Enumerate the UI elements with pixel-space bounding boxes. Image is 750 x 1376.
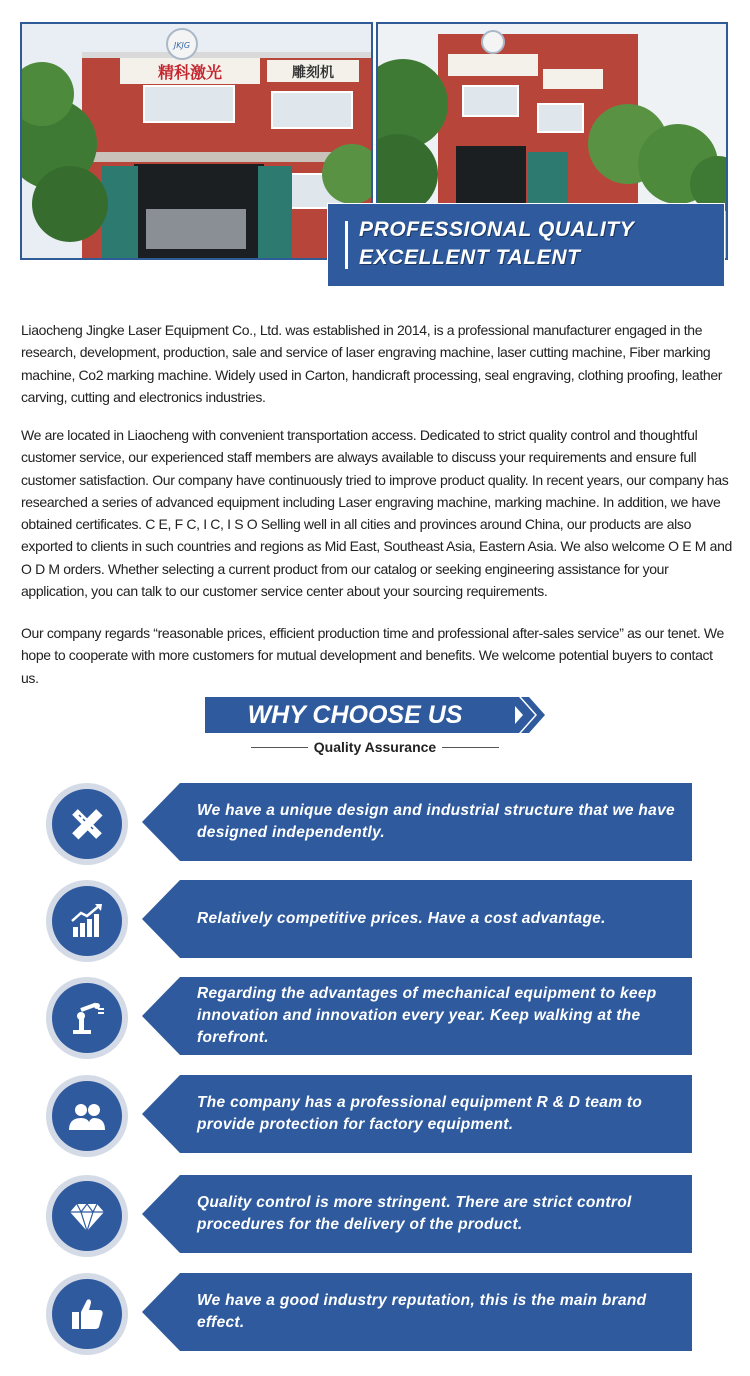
reason-text-box <box>142 1075 692 1153</box>
reason-text-box <box>142 977 692 1055</box>
robot-arm-icon <box>67 998 107 1038</box>
why-choose-us-heading: WHY CHOOSE US <box>205 697 515 733</box>
reason-icon-circle <box>46 1075 128 1157</box>
reason-item-4 <box>46 1075 692 1155</box>
reason-text-box <box>142 783 692 861</box>
reason-text-box <box>142 880 692 958</box>
subtitle-text: Quality Assurance <box>313 739 437 755</box>
reason-item-1 <box>46 783 692 863</box>
reason-icon-circle <box>46 1273 128 1355</box>
growth-chart-icon <box>67 901 107 941</box>
company-logo-text: JKJG <box>173 41 191 50</box>
reason-text: Regarding the advantages of mechanical equipment to keep innovation and innovation every year. Keep walking at the forefront. <box>197 985 657 1046</box>
intro-paragraph-2: We are located in Liaocheng with convenient transportation access. Dedicated to strict quality control and thoughtful customer service, our experienced staff members are always available to discuss your requirements and ensure full customer satisfaction. Our company have continuously tried to improve product quality. In recent years, our company has researched a series of advanced equipment including Laser engraving machine, marking machine. In addition, we have obtained certificates. C E, F C, I C, I S O Selling well in all cities and provinces around China, our products are also exported to clients in such countries and regions as Mid East, Southeast Asia, Eastern Asia. We also welcome O E M and O D M orders. Whether selecting a current product from our catalog or seeking engineering assistance for your application, you can talk to our customer service center about your sourcing requirements. <box>21 427 732 600</box>
banner-line-2: EXCELLENT TALENT <box>359 246 581 269</box>
intro-paragraph-1: Liaocheng Jingke Laser Equipment Co., Ltd. was established in 2014, is a professional manufacturer engaged in the research, development, production, sale and service of laser engraving machine, laser cutting machine, Fiber marking machine, Co2 marking machine. Widely used in Carton, handicraft processing, seal engraving, clothing proofing, leather carving, cutting and electronics industries. <box>21 322 723 405</box>
thumbs-up-icon <box>67 1294 107 1334</box>
reason-text-box <box>142 1273 692 1351</box>
reason-icon-circle <box>46 880 128 962</box>
reason-text-box <box>142 1175 692 1253</box>
reason-icon-circle <box>46 977 128 1059</box>
diamond-icon <box>67 1196 107 1236</box>
subtitle-rule-left <box>251 747 308 748</box>
headline-banner <box>327 203 725 287</box>
intro-paragraph-3: Our company regards “reasonable prices, efficient production time and professional after-sales service” as our tenet. We hope to cooperate with more customers for mutual development and benefits. We welcome potential buyers to contact us. <box>21 625 724 686</box>
reason-icon-circle <box>46 783 128 865</box>
subtitle-rule-right <box>442 747 499 748</box>
reason-text: The company has a professional equipment R & D team to provide protection for factory equipment. <box>197 1094 643 1133</box>
reason-item-5 <box>46 1175 692 1255</box>
reason-item-2 <box>46 880 692 960</box>
reason-text: Quality control is more stringent. There are strict control procedures for the delivery of the product. <box>197 1194 632 1233</box>
reason-item-6 <box>46 1273 692 1353</box>
reason-text: We have a good industry reputation, this is the main brand effect. <box>197 1292 647 1331</box>
banner-line-1: PROFESSIONAL QUALITY <box>359 218 635 241</box>
reason-text: We have a unique design and industrial structure that we have designed independently. <box>197 802 675 841</box>
building-sign-text-right: 雕刻机 <box>292 65 334 81</box>
quality-assurance-subtitle <box>245 737 505 757</box>
reason-icon-circle <box>46 1175 128 1257</box>
building-sign-text: 精科激光 <box>157 63 223 82</box>
reason-text: Relatively competitive prices. Have a cost advantage. <box>197 910 606 927</box>
design-tools-icon <box>67 804 107 844</box>
reason-item-3 <box>46 977 692 1057</box>
banner-accent-bar <box>345 221 348 269</box>
team-icon <box>67 1096 107 1136</box>
double-chevron-right-icon <box>507 697 547 733</box>
factory-photo-left <box>20 22 373 260</box>
